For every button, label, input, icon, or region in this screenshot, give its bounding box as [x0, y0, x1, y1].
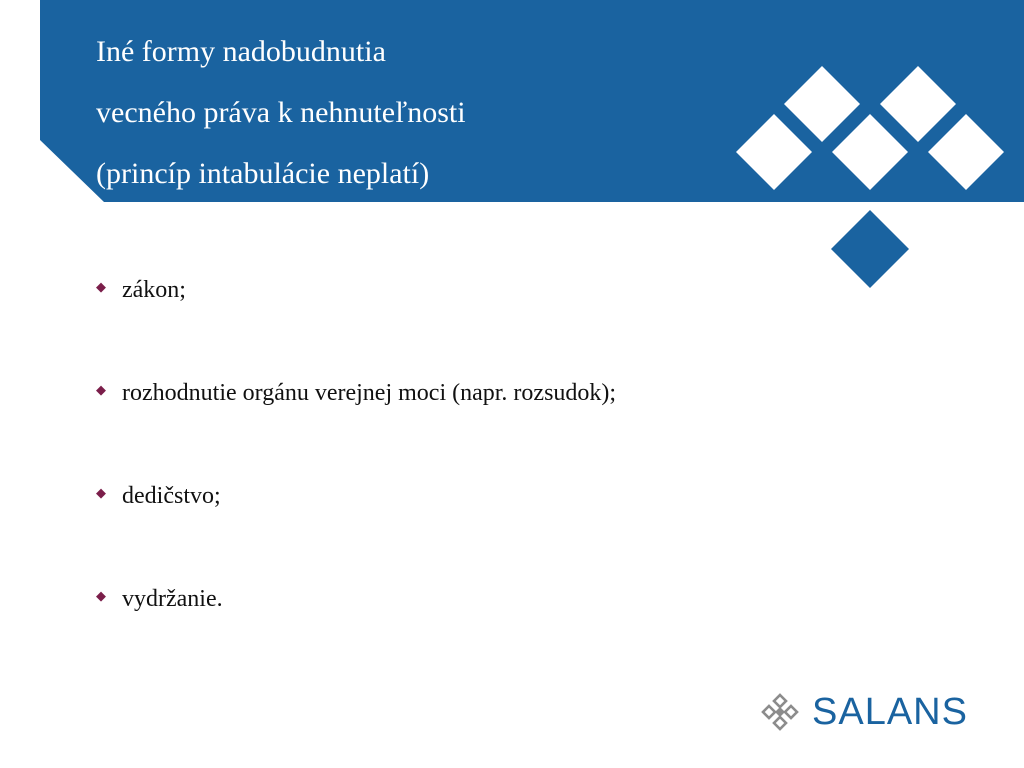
- motif-diamond-bottom: [831, 210, 909, 288]
- salans-logo: [760, 688, 968, 736]
- title-line-3: (princíp intabulácie neplatí): [96, 157, 430, 190]
- bullet-item: [96, 472, 616, 575]
- bullet-text: dedičstvo;: [122, 483, 221, 509]
- diamond-bullet-icon: ◆: [96, 382, 106, 397]
- bullet-item: [96, 266, 616, 369]
- salans-wordmark: SALANS: [812, 691, 968, 733]
- bullet-item: [96, 575, 616, 678]
- bullet-text: rozhodnutie orgánu verejnej moci (napr. rozsudok);: [122, 380, 617, 406]
- bullet-list: [96, 266, 616, 678]
- diamond-bullet-icon: ◆: [96, 485, 106, 500]
- diamond-bullet-icon: ◆: [96, 279, 106, 294]
- diamond-bullet-icon: ◆: [96, 588, 106, 603]
- salans-diamond-logo-icon: [760, 692, 800, 732]
- bullet-text: zákon;: [122, 277, 186, 303]
- slide-title: [96, 30, 466, 213]
- title-line-2: vecného práva k nehnuteľnosti: [96, 96, 466, 129]
- bullet-text: vydržanie.: [122, 586, 223, 612]
- bullet-item: [96, 369, 616, 472]
- title-line-1: Iné formy nadobudnutia: [96, 35, 386, 68]
